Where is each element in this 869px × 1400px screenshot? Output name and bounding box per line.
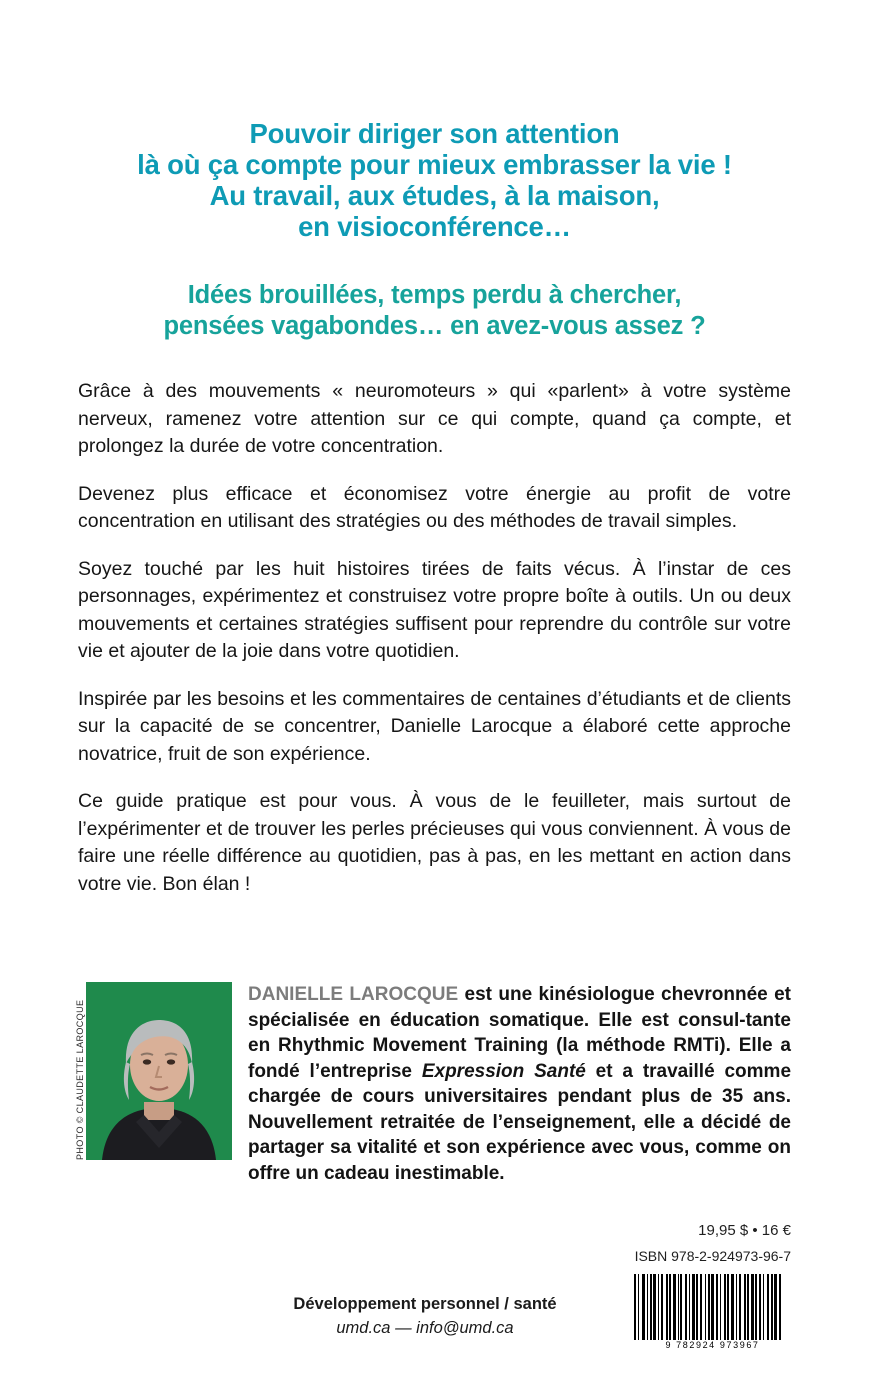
author-block: [62, 982, 792, 1184]
author-portrait: [86, 982, 232, 1160]
body-paragraph-1: Grâce à des mouvements « neuromoteurs » qui «parlent» à votre système nerveux, ramenez votre attention sur ce qui compte, quand ça compte, et prolongez la durée de votre concentration.: [78, 380, 791, 457]
headline-line-2: là où ça compte pour mieux embrasser la vie !: [137, 149, 732, 180]
publisher-block: [235, 1292, 615, 1340]
headline-block: [78, 118, 791, 242]
subheadline-block: [78, 280, 791, 342]
headline-line-3: Au travail, aux études, à la maison,: [209, 180, 660, 211]
photo-credit-text: PHOTO © CLAUDETTE LAROCQUE: [75, 999, 85, 1160]
barcode-bars: [634, 1274, 791, 1340]
price-label: 19,95 $ • 16 €: [698, 1222, 791, 1239]
category-label: Développement personnel / santé: [293, 1295, 557, 1313]
author-bio: [248, 982, 791, 1186]
body-paragraph-2: Devenez plus efficace et économisez votre énergie au profit de votre concentration en utilisant des stratégies ou des méthodes de travail simples.: [78, 482, 791, 532]
subheadline-line-1: Idées brouillées, temps perdu à chercher,: [187, 281, 682, 309]
headline-line-4: en visioconférence…: [298, 211, 571, 242]
body-paragraph-3: Soyez touché par les huit histoires tirées de faits vécus. À l’instar de ces personnages, expérimentez et construisez votre propre boîte à outils. Un ou deux mouvements et certaines stratégies suffisent pour reprendre du contrôle sur votre vie et ajouter de la joie dans votre quotidien.: [78, 557, 791, 662]
barcode-digits: 9 782924 973967: [665, 1340, 760, 1350]
photo-credit: [62, 982, 85, 1160]
barcode: [634, 1274, 791, 1356]
body-paragraph-5: Ce guide pratique est pour vous. À vous de le feuilleter, mais surtout de l’expérimenter et de trouver les perles précieuses qui vous conviennent. À vous de faire une réelle différence au quotidien, pas à pas, en les mettant en action dans votre vie. Bon élan !: [78, 790, 791, 895]
headline-line-1: Pouvoir diriger son attention: [249, 118, 620, 149]
body-paragraph-4: Inspirée par les besoins et les commentaires de centaines d’étudiants et de clients sur la capacité de se concentrer, Danielle Larocque a élaboré cette approche novatrice, fruit de son expérience.: [78, 687, 791, 765]
subheadline-line-2: pensées vagabondes… en avez-vous assez ?: [163, 312, 706, 340]
author-bio-part2: et a travaillé comme chargée de cours universitaires pendant plus de 35 ans. Nouvellement retraitée de l’enseignement, elle a décidé de partager sa vitalité et son expérience avec vous, comme on offre un cadeau inestimable.: [248, 1060, 792, 1184]
author-bio-part1: est une kinésiologue chevronnée et spécialisée en éducation somatique. Elle est consul-tante en Rhythmic Movement Training (la méthode RMTi). Elle a fondé l’entreprise: [248, 984, 791, 1082]
author-bio-italic: Expression Santé: [421, 1060, 586, 1082]
website-label: umd.ca — info@umd.ca: [336, 1319, 514, 1337]
author-name: DANIELLE LAROCQUE: [248, 984, 459, 1005]
body-copy: [78, 378, 791, 898]
isbn-label: ISBN 978-2-924973-96-7: [634, 1248, 791, 1264]
